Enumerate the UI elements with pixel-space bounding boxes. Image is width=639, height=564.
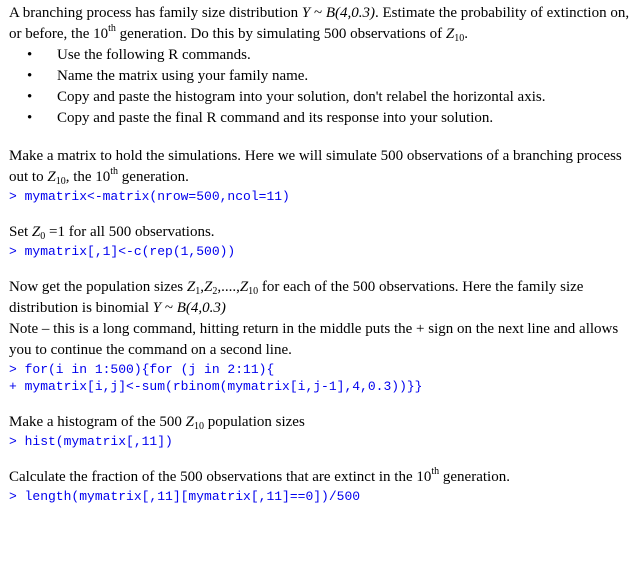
section-fraction-text xyxy=(9,467,633,488)
var-z-subscript: 1 xyxy=(195,286,201,297)
instruction-text: Copy and paste the final R command and its response into your solution. xyxy=(57,110,494,126)
var-z: Z xyxy=(239,279,249,295)
section-text: generation. xyxy=(118,169,189,185)
var-z-subscript: 10 xyxy=(454,33,465,44)
r-command-matrix[interactable]: > mymatrix<-matrix(nrow=500,ncol=11) xyxy=(9,189,290,204)
comma: , xyxy=(200,279,204,295)
var-z-subscript: 10 xyxy=(55,176,66,187)
r-command-hist[interactable]: > hist(mymatrix[,11]) xyxy=(9,434,173,449)
ellipsis: ,...., xyxy=(217,279,240,295)
intro-paragraph xyxy=(9,3,633,45)
bullet-icon: • xyxy=(27,110,33,126)
binomial-dist: B(4,0.3) xyxy=(176,300,226,316)
tilde: ~ xyxy=(161,300,177,316)
var-y: Y xyxy=(301,5,311,21)
r-command-fraction[interactable]: > length(mymatrix[,11][mymatrix[,11]==0])/500 xyxy=(9,489,361,504)
tilde: ~ xyxy=(310,5,326,21)
section-histogram-text xyxy=(9,412,633,433)
bullet-icon: • xyxy=(27,47,33,63)
instruction-text: Name the matrix using your family name. xyxy=(57,68,309,84)
var-z: Z xyxy=(186,279,196,295)
section-text: Make a histogram of the 500 xyxy=(9,414,186,430)
bullet-icon: • xyxy=(27,68,33,84)
section-text: generation. xyxy=(439,469,510,485)
section-matrix-text xyxy=(9,146,633,188)
ordinal-suffix: th xyxy=(108,23,116,34)
instruction-text: Copy and paste the histogram into your solution, don't relabel the horizontal axis. xyxy=(57,89,546,105)
var-z-subscript: 10 xyxy=(193,421,204,432)
instruction-item xyxy=(27,108,633,129)
var-z-subscript: 2 xyxy=(212,286,218,297)
r-command-init[interactable]: > mymatrix[,1]<-c(rep(1,500)) xyxy=(9,244,236,259)
intro-text-3: generation. Do this by simulating 500 observations of xyxy=(115,26,446,42)
instruction-item xyxy=(27,87,633,108)
var-z-subscript: 10 xyxy=(248,286,259,297)
instruction-item xyxy=(27,66,633,87)
document xyxy=(9,3,633,505)
ordinal-suffix: th xyxy=(110,166,119,177)
section-loop-text xyxy=(9,277,633,319)
section-text: =1 for all 500 observations. xyxy=(45,224,215,240)
var-z: Z xyxy=(47,169,56,185)
section-text: Now get the population sizes xyxy=(9,279,187,295)
intro-text-2: . Estimate the probability of extinction on, or before, the 10 xyxy=(9,5,630,42)
r-command-loop-line2[interactable]: + mymatrix[i,j]<-sum(rbinom(mymatrix[i,j-1],4,0.3))}} xyxy=(9,379,423,394)
section-text: Make a matrix to hold the simulations. Here we will simulate 500 observations of a branching process out to xyxy=(9,148,622,185)
section-text: Set xyxy=(9,224,32,240)
intro-text-1: A branching process has family size distribution xyxy=(9,5,302,21)
intro-text-4: . xyxy=(464,26,468,42)
r-command-loop-line1[interactable]: > for(i in 1:500){for (j in 2:11){ xyxy=(9,362,275,377)
note-text: Note – this is a long command, hitting return in the middle puts the + sign on the next line and allows you to continue the command on a second line. xyxy=(9,321,619,358)
section-text: for each of the 500 observations. Here the family size distribution is binomial xyxy=(9,279,584,316)
section-text: , the 10 xyxy=(65,169,111,185)
section-text: population sizes xyxy=(203,414,305,430)
instruction-list xyxy=(9,45,633,129)
instruction-item xyxy=(27,45,633,66)
bullet-icon: • xyxy=(27,89,33,105)
var-z: Z xyxy=(445,26,455,42)
var-z-subscript: 0 xyxy=(40,231,46,242)
binomial-dist: B(4,0.3) xyxy=(325,5,375,21)
var-z: Z xyxy=(185,414,194,430)
instruction-text: Use the following R commands. xyxy=(57,47,251,63)
var-y: Y xyxy=(152,300,162,316)
section-init-text xyxy=(9,222,633,243)
ordinal-suffix: th xyxy=(431,466,440,477)
var-z: Z xyxy=(31,224,41,240)
section-text: Calculate the fraction of the 500 observations that are extinct in the 10 xyxy=(9,469,432,485)
var-z: Z xyxy=(203,279,213,295)
